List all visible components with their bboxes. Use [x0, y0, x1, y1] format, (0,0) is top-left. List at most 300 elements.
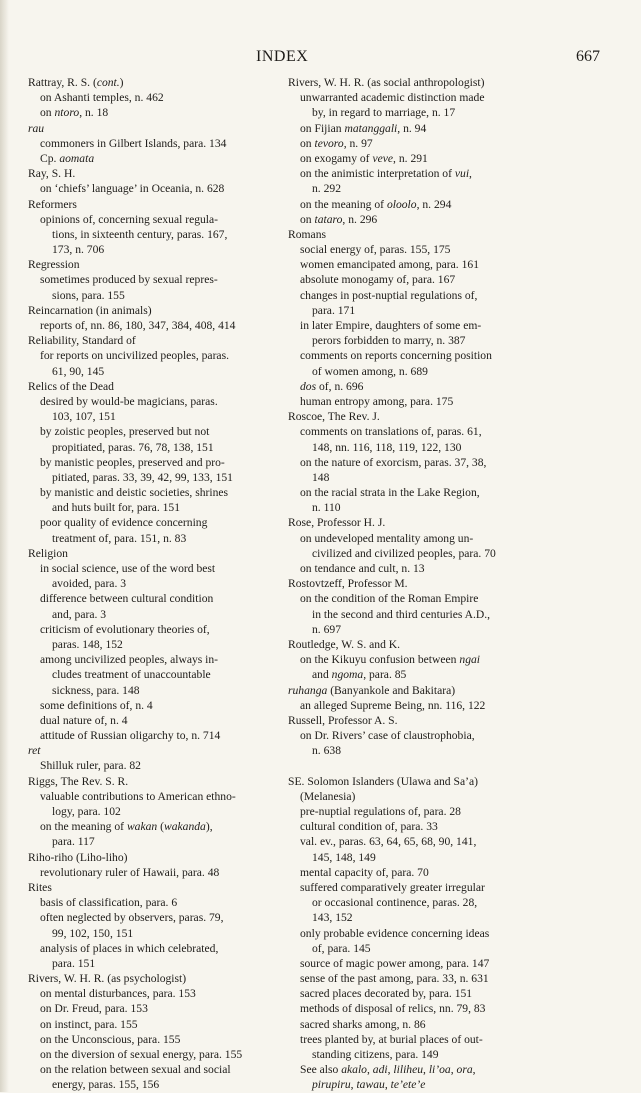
- index-subentry: [28, 1077, 282, 1092]
- entry-text: attitude of Russian oligarchy to, n. 714: [40, 729, 221, 743]
- entry-text: Riggs, The Rev. S. R.: [28, 774, 129, 788]
- entry-text: sions, para. 155: [52, 288, 125, 302]
- entry-text: ): [119, 76, 124, 89]
- entry-text: pirupiru: [312, 1078, 351, 1092]
- entry-text: ,: [469, 167, 472, 181]
- entry-text: on the meaning of: [40, 820, 127, 834]
- entry-text: paras. 148, 152: [52, 637, 123, 651]
- index-subentry: [288, 546, 532, 561]
- entry-text: women emancipated among, para. 161: [300, 258, 479, 272]
- index-heading: [288, 774, 532, 789]
- index-subentry: [288, 865, 532, 880]
- index-subentry: [288, 136, 532, 151]
- entry-text: some definitions of, n. 4: [40, 698, 153, 712]
- index-subentry: [288, 197, 532, 212]
- index-subentry: [28, 683, 282, 698]
- entry-text: 103, 107, 151: [52, 410, 116, 424]
- index-subentry: [288, 257, 532, 272]
- entry-text: Cp.: [40, 151, 60, 165]
- index-heading: [288, 576, 532, 591]
- entry-text: perors forbidden to marry, n. 387: [312, 334, 466, 348]
- entry-text: an alleged Supreme Being, nn. 116, 122: [300, 698, 486, 712]
- entry-text: Regression: [28, 258, 80, 272]
- entry-text: , para. 85: [363, 668, 407, 682]
- entry-text: Rose, Professor H. J.: [288, 516, 386, 530]
- index-heading: [288, 515, 532, 530]
- index-subentry: [288, 561, 532, 576]
- entry-text: Relics of the Dead: [28, 379, 114, 393]
- entry-text: Rattray, R. S. (: [28, 76, 97, 89]
- entry-text: wakanda: [163, 820, 206, 834]
- entry-text: Religion: [28, 546, 68, 560]
- entry-text: commoners in Gilbert Islands, para. 134: [40, 136, 227, 150]
- index-subentry: [288, 333, 532, 348]
- entry-text: SE. Solomon Islanders (Ulawa and Sa’a): [288, 774, 478, 788]
- index-subentry: [288, 880, 532, 895]
- entry-text: source of magic power among, para. 147: [300, 956, 490, 970]
- entry-text: treatment of, para. 151, n. 83: [52, 531, 187, 545]
- entry-text: vui: [454, 167, 470, 181]
- entry-text: oloolo: [386, 197, 417, 211]
- index-subentry: [28, 227, 282, 242]
- index-subentry: [288, 121, 532, 136]
- index-subentry: [288, 166, 532, 181]
- entry-text: , n. 97: [343, 136, 373, 150]
- entry-text: by, in regard to marriage, n. 17: [312, 106, 456, 120]
- index-subentry: [288, 1047, 532, 1062]
- index-subentry: [288, 455, 532, 470]
- index-subentry: [288, 531, 532, 546]
- index-subentry: [288, 986, 532, 1001]
- entry-text: ntoro: [54, 106, 80, 120]
- entry-text: on the meaning of: [300, 197, 387, 211]
- entry-text: Shilluk ruler, para. 82: [40, 759, 141, 773]
- index-subentry: [28, 440, 282, 455]
- entry-text: sacred sharks among, n. 86: [300, 1017, 426, 1031]
- entry-text: sacred places decorated by, para. 151: [300, 987, 473, 1001]
- entry-text: suffered comparatively greater irregular: [300, 880, 485, 894]
- index-heading: [28, 546, 282, 561]
- index-subentry: [28, 986, 282, 1001]
- index-subentry: [28, 242, 282, 257]
- index-subentry: [28, 151, 282, 166]
- entry-text: comments on reports concerning position: [300, 349, 492, 363]
- index-subentry: [288, 834, 532, 849]
- entry-text: akalo: [341, 1063, 367, 1077]
- index-subentry: [288, 424, 532, 439]
- header-title: INDEX: [256, 48, 309, 65]
- index-subentry: [288, 1032, 532, 1047]
- index-subentry: [28, 576, 282, 591]
- entry-text: comments on translations of, paras. 61,: [300, 425, 482, 439]
- index-subentry: [288, 348, 532, 363]
- entry-text: ngai: [459, 653, 481, 667]
- index-subentry: [288, 728, 532, 743]
- entry-text: Romans: [288, 227, 327, 241]
- index-heading: [28, 75, 282, 90]
- index-subentry: [288, 288, 532, 303]
- entry-text: Routledge, W. S. and K.: [288, 637, 401, 651]
- entry-text: criticism of evolutionary theories of,: [40, 622, 210, 636]
- entry-text: , n. 296: [342, 212, 378, 226]
- entry-text: on: [300, 212, 315, 226]
- index-subentry: [28, 1017, 282, 1032]
- index-subentry: [28, 272, 282, 287]
- entry-text: tevoro: [314, 136, 344, 150]
- entry-text: rau: [28, 121, 45, 135]
- entry-text: (: [157, 820, 164, 834]
- entry-text: , n. 291: [393, 151, 428, 165]
- entry-text: propitiated, paras. 76, 78, 138, 151: [52, 440, 214, 454]
- index-heading: [288, 227, 532, 242]
- index-heading: [28, 303, 282, 318]
- page-binding-edge: [0, 0, 9, 1092]
- index-subentry: [28, 424, 282, 439]
- entry-text: sickness, para. 148: [52, 683, 140, 697]
- entry-text: and: [312, 668, 332, 682]
- entry-text: , n. 94: [397, 121, 427, 135]
- index-subentry: [288, 470, 532, 485]
- entry-text: ,: [350, 1078, 357, 1092]
- entry-text: desired by would-be magicians, paras.: [40, 394, 218, 408]
- entry-text: Reliability, Standard of: [28, 334, 136, 348]
- index-subentry: [28, 561, 282, 576]
- index-heading: [288, 713, 532, 728]
- index-subentry: [28, 1047, 282, 1062]
- entry-text: ,: [450, 1063, 457, 1077]
- index-subentry: [288, 743, 532, 758]
- entry-text: absolute monogamy of, para. 167: [300, 273, 456, 287]
- index-subentry: [288, 941, 532, 956]
- index-subentry: [28, 698, 282, 713]
- index-subentry: [288, 850, 532, 865]
- index-subentry: [28, 90, 282, 105]
- entry-text: Rostovtzeff, Professor M.: [288, 577, 408, 591]
- entry-text: 61, 90, 145: [52, 364, 105, 378]
- entry-text: ,: [423, 1063, 429, 1077]
- entry-text: ret: [28, 744, 41, 758]
- index-heading: [28, 333, 282, 348]
- entry-text: valuable contributions to American ethno-: [40, 789, 236, 803]
- index-subentry: [288, 105, 532, 120]
- index-subentry: [288, 926, 532, 941]
- entry-text: Rivers, W. H. R. (as social anthropologist): [288, 76, 485, 89]
- index-column-left: [28, 75, 282, 1093]
- entry-text: standing citizens, para. 149: [312, 1048, 439, 1061]
- index-subentry: [28, 956, 282, 971]
- entry-text: Rivers, W. H. R. (as psychologist): [28, 972, 187, 986]
- entry-text: wakan: [126, 820, 158, 834]
- index-subentry: [28, 485, 282, 500]
- entry-text: on undeveloped mentality among un-: [300, 531, 474, 545]
- entry-text: avoided, para. 3: [52, 577, 127, 591]
- entry-text: para. 117: [52, 835, 95, 849]
- index-subentry: [28, 1062, 282, 1077]
- entry-text: on the nature of exorcism, paras. 37, 38,: [300, 455, 487, 469]
- index-subentry: [28, 409, 282, 424]
- index-subentry: [288, 242, 532, 257]
- entry-text: of, para. 145: [312, 941, 371, 955]
- entry-text: , n. 18: [79, 106, 109, 120]
- entry-text: ,: [366, 1063, 373, 1077]
- entry-text: n. 110: [312, 501, 341, 515]
- entry-text: ,: [472, 1063, 476, 1077]
- index-subentry: [28, 895, 282, 910]
- entry-text: revolutionary ruler of Hawaii, para. 48: [40, 865, 220, 879]
- entry-text: , n. 294: [416, 197, 452, 211]
- entry-text: tataro: [314, 212, 343, 226]
- index-subentry: [288, 1062, 532, 1077]
- entry-text: by zoistic peoples, preserved but not: [40, 425, 210, 439]
- index-subentry: [288, 1077, 532, 1092]
- index-subentry: [28, 865, 282, 880]
- entry-text: by manistic peoples, preserved and pro-: [40, 455, 225, 469]
- entry-text: tions, in sixteenth century, paras. 167,: [52, 227, 228, 241]
- entry-text: dos: [300, 379, 317, 393]
- entry-text: often neglected by observers, paras. 79,: [40, 911, 224, 925]
- index-subentry: [28, 941, 282, 956]
- index-subentry: [28, 318, 282, 333]
- entry-text: basis of classification, para. 6: [40, 896, 178, 910]
- index-subentry: [28, 667, 282, 682]
- entry-text: n. 697: [312, 622, 341, 636]
- index-subentry: [28, 455, 282, 470]
- index-subentry: [28, 1001, 282, 1016]
- page-number: 667: [576, 48, 600, 65]
- index-subentry: [28, 926, 282, 941]
- index-subentry: [288, 394, 532, 409]
- entry-text: 148, nn. 116, 118, 119, 122, 130: [312, 440, 462, 454]
- index-subentry: [28, 713, 282, 728]
- entry-text: civilized and civilized peoples, para. 70: [312, 546, 496, 560]
- entry-text: cludes treatment of unaccountable: [52, 668, 211, 682]
- entry-text: and huts built for, para. 151: [52, 501, 181, 515]
- entry-text: on the racial strata in the Lake Region,: [300, 486, 480, 500]
- index-subentry: [28, 819, 282, 834]
- index-subentry: [288, 819, 532, 834]
- entry-text: pitiated, paras. 33, 39, 42, 99, 133, 151: [52, 470, 233, 484]
- index-subentry: [28, 607, 282, 622]
- index-subentry: [28, 364, 282, 379]
- entry-text: ngoma: [331, 668, 364, 682]
- entry-text: on Ashanti temples, n. 462: [40, 91, 164, 105]
- entry-text: mental capacity of, para. 70: [300, 865, 429, 879]
- index-subentry: [288, 622, 532, 637]
- index-subentry: [28, 515, 282, 530]
- entry-text: adi: [372, 1063, 388, 1077]
- entry-text: and, para. 3: [52, 607, 107, 621]
- entry-text: on tendance and cult, n. 13: [300, 562, 425, 575]
- entry-text: analysis of places in which celebrated,: [40, 941, 219, 955]
- entry-text: on Dr. Rivers’ case of claustrophobia,: [300, 729, 475, 743]
- index-subentry: [288, 1001, 532, 1016]
- index-heading: [28, 257, 282, 272]
- entry-text: on the relation between sexual and social: [40, 1063, 231, 1077]
- entry-text: on: [300, 136, 315, 150]
- entry-text: ruhanga: [288, 683, 328, 697]
- entry-text: pre-nuptial regulations of, para. 28: [300, 805, 461, 818]
- index-heading: [288, 75, 532, 90]
- entry-text: logy, para. 102: [52, 805, 121, 818]
- index-heading: [28, 743, 282, 758]
- index-subentry: [28, 500, 282, 515]
- entry-text: cultural condition of, para. 33: [300, 820, 438, 834]
- index-heading: [28, 880, 282, 895]
- index-subentry: [28, 591, 282, 606]
- index-subentry: [28, 910, 282, 925]
- entry-text: difference between cultural condition: [40, 592, 214, 606]
- entry-text: opinions of, concerning sexual regula-: [40, 212, 219, 226]
- entry-text: veve: [372, 151, 394, 165]
- entry-text: Riho-riho (Liho-liho): [28, 850, 128, 864]
- index-subentry: [28, 637, 282, 652]
- entry-text: for reports on uncivilized peoples, paras.: [40, 349, 229, 363]
- entry-text: social energy of, paras. 155, 175: [300, 243, 451, 257]
- index-subentry: [288, 956, 532, 971]
- entry-text: of women among, n. 689: [312, 364, 428, 378]
- entry-text: poor quality of evidence concerning: [40, 516, 208, 530]
- index-subentry: [288, 804, 532, 819]
- entry-text: on the diversion of sexual energy, para. 155: [40, 1048, 243, 1061]
- entry-text: Reformers: [28, 197, 77, 211]
- index-heading: [288, 637, 532, 652]
- entry-text: Roscoe, The Rev. J.: [288, 410, 380, 424]
- entry-text: dual nature of, n. 4: [40, 713, 128, 727]
- index-subentry: [28, 288, 282, 303]
- entry-text: n. 638: [312, 744, 341, 758]
- index-subentry: [288, 90, 532, 105]
- index-subentry: [28, 394, 282, 409]
- entry-text: methods of disposal of relics, nn. 79, 83: [300, 1002, 486, 1016]
- entry-text: by manistic and deistic societies, shrines: [40, 486, 229, 500]
- entry-text: matanggali: [344, 121, 398, 135]
- index-subentry: [28, 758, 282, 773]
- entry-text: 99, 102, 150, 151: [52, 926, 134, 940]
- index-subentry: [288, 591, 532, 606]
- entry-text: sense of the past among, para. 33, n. 631: [300, 972, 489, 986]
- index-heading: [288, 409, 532, 424]
- entry-text: Rites: [28, 880, 52, 894]
- index-subentry: [288, 1017, 532, 1032]
- index-subentry: [28, 622, 282, 637]
- entry-text: on the Unconscious, para. 155: [40, 1032, 181, 1046]
- index-heading: [288, 683, 532, 698]
- entry-text: para. 151: [52, 956, 96, 970]
- entry-text: li’oa: [428, 1063, 451, 1077]
- entry-text: Russell, Professor A. S.: [288, 713, 398, 727]
- entry-text: 145, 148, 149: [312, 850, 376, 864]
- index-subentry: [28, 728, 282, 743]
- index-heading: [28, 850, 282, 865]
- index-subentry: [288, 212, 532, 227]
- entry-text: 148: [312, 470, 330, 484]
- index-subentry: [288, 364, 532, 379]
- index-subentry: [28, 212, 282, 227]
- entry-text: unwarranted academic distinction made: [300, 91, 485, 105]
- entry-text: See also: [300, 1063, 342, 1077]
- entry-text: on ‘chiefs’ language’ in Oceania, n. 628: [40, 182, 225, 196]
- entry-text: in later Empire, daughters of some em-: [300, 319, 482, 332]
- entry-text: tawau: [356, 1078, 385, 1092]
- entry-text: in the second and third centuries A.D.,: [312, 607, 491, 621]
- index-subentry: [288, 151, 532, 166]
- entry-text: para. 171: [312, 303, 356, 317]
- index-subentry: [28, 470, 282, 485]
- section-gap: [288, 758, 532, 773]
- entry-text: ),: [205, 820, 213, 834]
- index-subentry: [28, 834, 282, 849]
- index-subentry: [28, 105, 282, 120]
- entry-text: on the condition of the Roman Empire: [300, 592, 479, 606]
- index-subentry: [288, 181, 532, 196]
- running-header: [0, 48, 641, 68]
- index-subentry: [288, 607, 532, 622]
- entry-text: cont.: [96, 76, 120, 89]
- entry-text: n. 292: [312, 182, 341, 196]
- entry-text: val. ev., paras. 63, 64, 65, 68, 90, 141,: [300, 835, 477, 849]
- index-subentry: [28, 136, 282, 151]
- index-subentry: [288, 910, 532, 925]
- entry-text: in social science, use of the word best: [40, 562, 216, 575]
- entry-text: ,: [387, 1063, 394, 1077]
- entry-text: on Dr. Freud, para. 153: [40, 1002, 148, 1016]
- index-heading: [28, 166, 282, 181]
- index-subentry: [288, 500, 532, 515]
- entry-text: sometimes produced by sexual repres-: [40, 273, 218, 287]
- index-heading: [28, 379, 282, 394]
- entry-text: or occasional continence, paras. 28,: [312, 896, 478, 910]
- entry-text: on: [40, 106, 55, 120]
- entry-text: aomata: [59, 151, 95, 165]
- index-subentry: [28, 1032, 282, 1047]
- index-subentry: [288, 971, 532, 986]
- index-heading: [28, 774, 282, 789]
- index-subentry: [288, 440, 532, 455]
- entry-text: changes in post-nuptial regulations of,: [300, 288, 478, 302]
- entry-text: te’ete’e: [390, 1078, 426, 1092]
- entry-text: on the Kikuyu confusion between: [300, 653, 460, 667]
- index-subentry: [28, 348, 282, 363]
- entry-text: energy, paras. 155, 156: [52, 1078, 160, 1092]
- entry-text: (Melanesia): [300, 789, 356, 803]
- index-heading: [28, 121, 282, 136]
- index-subentry: [28, 531, 282, 546]
- entry-text: ora: [456, 1063, 473, 1077]
- index-subentry: [288, 789, 532, 804]
- entry-text: ,: [384, 1078, 391, 1092]
- entry-text: on the animistic interpretation of: [300, 167, 455, 181]
- index-subentry: [288, 667, 532, 682]
- entry-text: on instinct, para. 155: [40, 1017, 138, 1031]
- entry-text: Ray, S. H.: [28, 167, 76, 181]
- entry-text: on exogamy of: [300, 151, 373, 165]
- index-subentry: [288, 303, 532, 318]
- entry-text: on mental disturbances, para. 153: [40, 987, 196, 1001]
- index-subentry: [288, 652, 532, 667]
- index-subentry: [28, 789, 282, 804]
- index-column-right: [288, 75, 532, 1093]
- entry-text: trees planted by, at burial places of out-: [300, 1032, 483, 1046]
- entry-text: liliheu: [393, 1063, 424, 1077]
- index-subentry: [288, 698, 532, 713]
- index-subentry: [28, 804, 282, 819]
- entry-text: human entropy among, para. 175: [300, 394, 454, 408]
- entry-text: reports of, nn. 86, 180, 347, 384, 408, 414: [40, 319, 236, 332]
- entry-text: only probable evidence concerning ideas: [300, 926, 490, 940]
- entry-text: Reincarnation (in animals): [28, 303, 152, 317]
- index-heading: [28, 971, 282, 986]
- entry-text: 173, n. 706: [52, 243, 105, 257]
